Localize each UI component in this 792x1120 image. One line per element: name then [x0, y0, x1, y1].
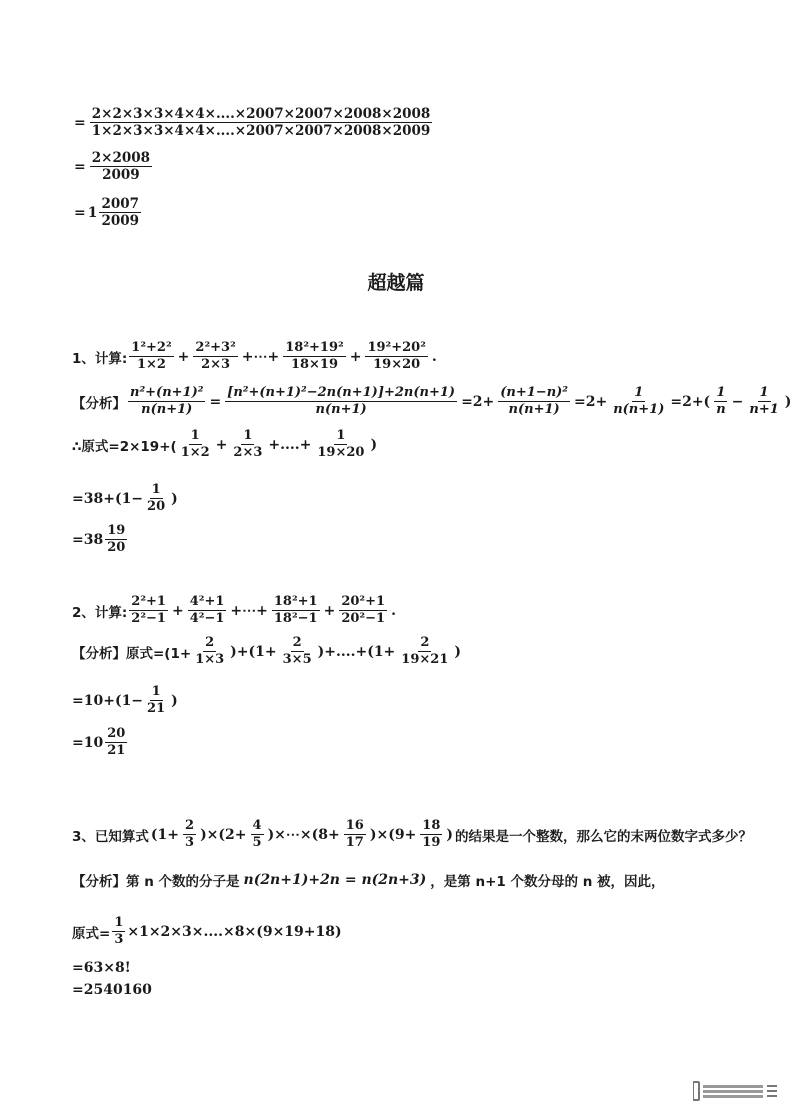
problem-3-step-1: 原式= $\frac{1}{3}$ ×1×2×3×....×8×(9×19+18): [72, 915, 342, 947]
top-line-2: = $\frac{2\times 2008}{2009}$: [74, 150, 151, 183]
problem-3-step-2: =63×8!: [72, 960, 131, 976]
top-fraction-3: $\frac{2007}{2009}$: [101, 196, 140, 229]
problem-1-step-2: =38+(1− $\frac{1}{20}$ ): [72, 482, 178, 514]
problem-1-step-1: ∴原式=2×19+( $\frac{1}{1\times 2}$ + $\frac{1}{2\times 3}$ +....+ $\frac{1}{19\times 20}$ ): [72, 428, 378, 460]
top-fraction-1: $\frac{2\times 2\times 3\times 3\times 4\times 4\times....\times 2007\times 2007\times 2008\times 2008}{1\times 2\times 3\times 3\times 4\times 4\times....\times 2007\times 2007\times 2008\times 2009}$: [91, 106, 431, 139]
problem-1-statement: 1、计算: $\frac{\text{1²+2²}}{1\times 2}$ + $\frac{\text{2²+3²}}{2\times 3}$ +⋯+ $\frac{\text{18²+19²}}{18\times 19}$ + $\frac{\text{19²+20²}}{19\times 20}$ .: [72, 340, 437, 372]
problem-3-analysis: 【分析】 第 n 个数的分子是 n(2n+1)+2n = n(2n+3) ，是第 n+1 个数分母的 n 被，因此，: [72, 872, 665, 890]
top-line-1: = $\frac{2\times 2\times 3\times 3\times 4\times 4\times....\times 2007\times 2007\times 2008\times 2008}{1\times 2\times 3\times 3\times 4\times 4\times....\times 2007\times 2007\times 2008\times 2009}$: [74, 106, 431, 139]
problem-2-step-1: =10+(1− $\frac{1}{21}$ ): [72, 684, 178, 716]
problem-2-result: =10 $\frac{20}{21}$: [72, 726, 126, 758]
problem-3-result: =2540160: [72, 982, 152, 998]
problem-2-analysis: 【分析】 原式=(1+ $\frac{2}{1\times 3}$ )+(1+ $\frac{2}{3\times 5}$ )+....+(1+ $\frac{2}{19\times 21}$ ): [72, 635, 461, 667]
section-heading: 超越篇: [367, 272, 425, 294]
top-line-3: = 1 $\frac{2007}{2009}$: [74, 196, 140, 229]
top-fraction-2: $\frac{2\times 2008}{2009}$: [91, 150, 151, 183]
problem-1-result: =38 $\frac{19}{20}$: [72, 523, 126, 555]
problem-3-statement: 3、已知算式 (1+ $\frac{2}{3}$ )×(2+ $\frac{4}{5}$ )×⋯×(8+ $\frac{16}{17}$ )×(9+ $\frac{18}{19}$ ) 的结果是一个整数，那么它的末两位数字式多少？: [72, 818, 753, 850]
problem-1-analysis: 【分析】 $\frac{\text{n²+(n+1)²}}{n(n+1)}$ = $\frac{\text{[n²+(n+1)²−2n(n+1)]+2n(n+1)}}{n(n+1)}$ =2+ $\frac{\text{(n+1−n)²}}{n(n+1)}$ =2+ $\frac{1}{n(n+1)}$ =2+( $\frac{1}{n}$ − $\frac{1}{n+1}$ ): [72, 385, 792, 417]
article-list-icon[interactable]: [693, 1080, 781, 1108]
problem-2-statement: 2、计算: $\frac{\text{2²+1}}{\text{2²−1}}$ + $\frac{\text{4²+1}}{\text{4²−1}}$ +⋯+ $\frac{\text{18²+1}}{\text{18²−1}}$ + $\frac{\text{20²+1}}{\text{20²−1}}$ .: [72, 594, 396, 626]
